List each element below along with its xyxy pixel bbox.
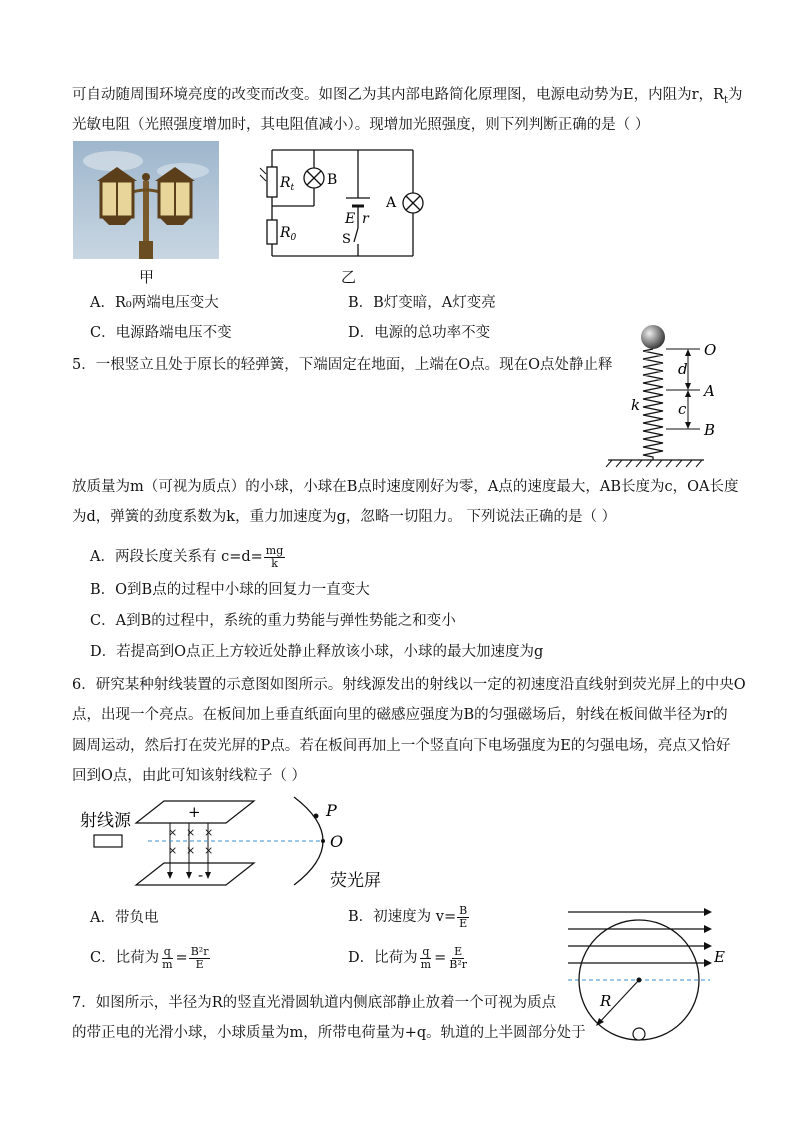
svg-text:×: × xyxy=(204,844,214,857)
q6-stem-line4: 回到O点，由此可知该射线粒子（ ） xyxy=(72,768,306,784)
fraction-q-over-m: $\frac{q}{m}$ xyxy=(420,944,432,971)
q5-stem-line3: 为d，弹簧的劲度系数为k，重力加速度为g，忽略一切阻力。 下列说法正确的是（ ） xyxy=(72,509,617,525)
plus-sign: + xyxy=(188,803,201,821)
rt-label: $R_t$ xyxy=(280,175,295,193)
emf-label: E xyxy=(345,211,356,227)
fraction-q-over-m: $\frac{q}{m}$ xyxy=(162,944,173,971)
spring-diagram xyxy=(600,318,730,468)
fraction-b2r-over-e: $\frac{\text{B²r}}{E}$ xyxy=(190,944,209,971)
field-e-label: E xyxy=(714,948,725,966)
street-lamp-photo xyxy=(73,141,219,259)
internal-r-label: r xyxy=(362,211,369,227)
point-o-label: O xyxy=(330,832,344,851)
svg-text:×: × xyxy=(186,826,196,839)
q6-option-c[interactable]: C．比荷为 $\frac{q}{m}$ = $\frac{\text{B²r}}{E}$ xyxy=(90,944,209,971)
point-b-label: B xyxy=(704,421,716,439)
svg-text:×: × xyxy=(186,844,196,857)
length-d-label: d xyxy=(678,360,688,378)
r0-label: $R_0$ xyxy=(280,225,297,243)
q6-stem-line1: 6．研究某种射线装置的示意图如图所示。射线源发出的射线以一定的初速度沿直线射到荧光屏上的中央O xyxy=(72,677,746,693)
q5-option-d[interactable]: D．若提高到O点正上方较近处静止释放该小球，小球的最大加速度为g xyxy=(90,644,544,660)
q5-option-b[interactable]: B．O到B点的过程中小球的回复力一直变大 xyxy=(90,582,370,598)
circular-track-diagram xyxy=(560,900,740,1045)
q6-option-b[interactable]: B．初速度为 v= $\frac{B}{E}$ xyxy=(348,903,468,930)
point-p-label: P xyxy=(326,801,337,820)
figure-caption-yi: 乙 xyxy=(341,268,357,286)
q5-stem-line1: 5．一根竖立且处于原长的轻弹簧，下端固定在地面，上端在O点。现在O点处静止释 xyxy=(72,357,613,373)
q6-stem-line3: 圆周运动，然后打在荧光屏的P点。若在板间再加上一个竖直向下电场强度为E的匀强电场，亮点又恰好 xyxy=(72,738,731,754)
lamp-b-label: B xyxy=(327,172,338,188)
charged-ball xyxy=(633,1028,645,1040)
q6-option-d[interactable]: D．比荷为 $\frac{q}{m}$ = $\frac{E}{\text{B²r}}$ xyxy=(348,944,467,971)
q7-stem-line2: 的带正电的光滑小球，小球质量为m，所带电荷量为+q。轨道的上半圆部分处于 xyxy=(72,1025,586,1041)
svg-text:×: × xyxy=(204,826,214,839)
q7-stem-line1: 7．如图所示，半径为R的竖直光滑圆轨道内侧底部静止放着一个可视为质点 xyxy=(72,995,557,1011)
q4-stem-line2: 光敏电阻（光照强度增加时，其电阻值减小）。现增加光照强度，则下列判断正确的是（ ） xyxy=(72,117,650,133)
fraction-mg-over-k: $\frac{mg}{k}$ xyxy=(265,543,284,570)
switch-label: S xyxy=(342,232,351,247)
spring-k-label: k xyxy=(631,396,641,414)
screen-label: 荧光屏 xyxy=(330,871,381,891)
point-a-label: A xyxy=(704,382,715,400)
q4-stem-line1: 可自动随周围环境亮度的改变而改变。如图乙为其内部电路简化原理图，电源电动势为E，内阻为r，$R_t$为 xyxy=(72,87,743,106)
q4-option-d[interactable]: D．电源的总功率不变 xyxy=(348,325,491,341)
figure-caption-jia: 甲 xyxy=(139,268,155,286)
q6-stem-line2: 点，出现一个亮点。在板间加上垂直纸面向里的磁感应强度为B的匀强磁场后，射线在板间做半径为r的 xyxy=(72,707,728,723)
ray-device-diagram xyxy=(74,793,404,893)
q6-option-a[interactable]: A．带负电 xyxy=(90,910,159,926)
lamp-a-label: A xyxy=(386,195,397,211)
svg-text:×: × xyxy=(168,826,178,839)
radius-r-label: R xyxy=(600,992,612,1010)
q5-option-a[interactable]: A．两段长度关系有 c=d= $\frac{mg}{k}$ xyxy=(90,543,284,570)
fraction-b-over-e: $\frac{B}{E}$ xyxy=(459,903,468,930)
q5-stem-line2: 放质量为m（可视为质点）的小球，小球在B点时速度刚好为零，A点的速度最大，AB长度为c，OA长度 xyxy=(72,479,739,495)
svg-text:×: × xyxy=(168,844,178,857)
circuit-diagram xyxy=(258,140,428,265)
q5-option-c[interactable]: C．A到B的过程中，系统的重力势能与弹性势能之和变小 xyxy=(90,613,456,629)
q4-option-c[interactable]: C．电源路端电压不变 xyxy=(90,325,232,341)
minus-sign: - xyxy=(198,866,204,884)
ray-source-box xyxy=(94,835,122,847)
q4-option-b[interactable]: B．B灯变暗，A灯变亮 xyxy=(348,295,496,311)
fraction-e-over-b2r: $\frac{E}{\text{B²r}}$ xyxy=(449,944,467,971)
point-o-label: O xyxy=(704,341,717,359)
q4-option-a[interactable]: A．R₀两端电压变大 xyxy=(90,295,219,311)
ray-source-label: 射线源 xyxy=(80,811,131,831)
length-c-label: c xyxy=(678,400,687,418)
